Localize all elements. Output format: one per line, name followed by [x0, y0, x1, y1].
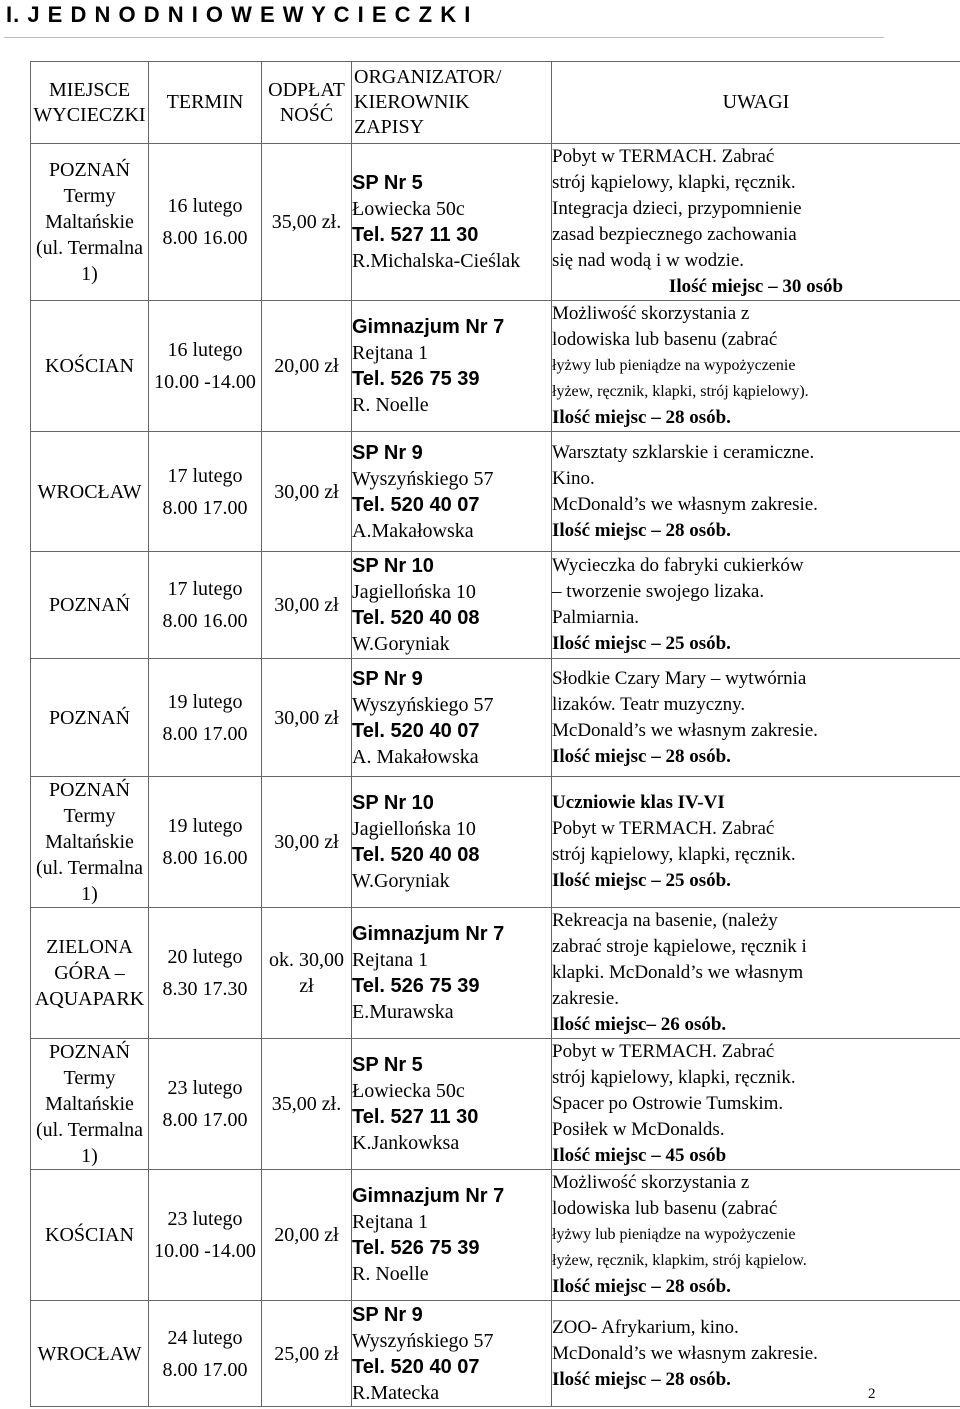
trip-organizer: Gimnazjum Nr 7 Rejtana 1 Tel. 526 75 39 R. Noelle — [352, 301, 552, 432]
page-title: I. J E D N O D N I O W E W Y C I E C Z K I — [6, 2, 472, 27]
header-org: ORGANIZATOR/ KIEROWNIK ZAPISY — [352, 62, 552, 144]
trip-term: 23 lutego 10.00 -14.00 — [149, 1170, 262, 1301]
trip-fee: 20,00 zł — [262, 301, 352, 432]
trip-organizer: SP Nr 9 Wyszyńskiego 57 Tel. 520 40 07 R.Matecka — [352, 1301, 552, 1407]
table-row — [31, 301, 960, 432]
table-row — [31, 659, 960, 777]
trip-notes: Uczniowie klas IV-VI Pobyt w TERMACH. Zabrać strój kąpielowy, klapki, ręcznik. Ilość miejsc – 25 osób. — [552, 777, 960, 908]
trip-organizer: SP Nr 10 Jagiellońska 10 Tel. 520 40 08 W.Goryniak — [352, 552, 552, 659]
header-term: TERMIN — [149, 62, 262, 144]
trip-notes: Słodkie Czary Mary – wytwórnia lizaków. Teatr muzyczny. McDonald’s we własnym zakresie. Ilość miejsc – 28 osób. — [552, 659, 960, 777]
trip-fee: ok. 30,00 zł — [262, 908, 352, 1039]
trip-place: KOŚCIAN — [31, 1170, 149, 1301]
trip-notes: Możliwość skorzystania z lodowiska lub basenu (zabrać łyżwy lub pieniądze na wypożyczenie łyżew, ręcznik, klapki, strój kąpielowy). Ilość miejsc – 28 osób. — [552, 301, 960, 432]
trip-place: POZNAŃ Termy Maltańskie (ul. Termalna 1) — [31, 777, 149, 908]
trip-organizer: SP Nr 5 Łowiecka 50c Tel. 527 11 30 K.Jankowksa — [352, 1039, 552, 1170]
table-row — [31, 1039, 960, 1170]
trip-place: POZNAŃ Termy Maltańskie (ul. Termalna 1) — [31, 144, 149, 301]
trip-place: WROCŁAW — [31, 432, 149, 552]
trip-term: 19 lutego 8.00 17.00 — [149, 659, 262, 777]
table-row — [31, 432, 960, 552]
trip-fee: 35,00 zł. — [262, 144, 352, 301]
table-row — [31, 144, 960, 301]
trip-organizer: SP Nr 10 Jagiellońska 10 Tel. 520 40 08 W.Goryniak — [352, 777, 552, 908]
trip-organizer: Gimnazjum Nr 7 Rejtana 1 Tel. 526 75 39 R. Noelle — [352, 1170, 552, 1301]
trip-notes: Pobyt w TERMACH. Zabrać strój kąpielowy, klapki, ręcznik. Spacer po Ostrowie Tumskim. Posiłek w McDonalds. Ilość miejsc – 45 osób — [552, 1039, 960, 1170]
trip-term: 17 lutego 8.00 16.00 — [149, 552, 262, 659]
trip-fee: 30,00 zł — [262, 659, 352, 777]
title-rule — [4, 37, 884, 38]
trip-fee: 25,00 zł — [262, 1301, 352, 1407]
trip-organizer: Gimnazjum Nr 7 Rejtana 1 Tel. 526 75 39 E.Murawska — [352, 908, 552, 1039]
trip-place: POZNAŃ Termy Maltańskie (ul. Termalna 1) — [31, 1039, 149, 1170]
trip-organizer: SP Nr 9 Wyszyńskiego 57 Tel. 520 40 07 A. Makałowska — [352, 659, 552, 777]
page-number: 2 — [868, 1386, 876, 1402]
trip-fee: 20,00 zł — [262, 1170, 352, 1301]
table-row — [31, 908, 960, 1039]
table-row — [31, 1170, 960, 1301]
trips-table — [30, 61, 960, 1407]
table-row — [31, 552, 960, 659]
trip-place: ZIELONA GÓRA – AQUAPARK — [31, 908, 149, 1039]
trip-place: POZNAŃ — [31, 659, 149, 777]
trip-term: 24 lutego 8.00 17.00 — [149, 1301, 262, 1407]
trip-notes: Wycieczka do fabryki cukierków – tworzenie swojego lizaka. Palmiarnia. Ilość miejsc – 25 osób. — [552, 552, 960, 659]
trip-organizer: SP Nr 9 Wyszyńskiego 57 Tel. 520 40 07 A.Makałowska — [352, 432, 552, 552]
header-notes: UWAGI — [552, 62, 960, 144]
table-row — [31, 1301, 960, 1407]
trip-notes: Rekreacja na basenie, (należy zabrać stroje kąpielowe, ręcznik i klapki. McDonald’s we własnym zakresie. Ilość miejsc– 26 osób. — [552, 908, 960, 1039]
trip-term: 16 lutego 10.00 -14.00 — [149, 301, 262, 432]
trip-fee: 30,00 zł — [262, 432, 352, 552]
trip-term: 16 lutego 8.00 16.00 — [149, 144, 262, 301]
header-row — [31, 62, 960, 144]
trip-term: 23 lutego 8.00 17.00 — [149, 1039, 262, 1170]
trip-place: WROCŁAW — [31, 1301, 149, 1407]
trip-notes: Pobyt w TERMACH. Zabrać strój kąpielowy, klapki, ręcznik. Integracja dzieci, przypomnienie zasad bezpiecznego zachowania się nad wodą i w wodzie. Ilość miejsc – 30 osób — [552, 144, 960, 301]
trip-place: KOŚCIAN — [31, 301, 149, 432]
trip-notes: Warsztaty szklarskie i ceramiczne. Kino. McDonald’s we własnym zakresie. Ilość miejsc – 28 osób. — [552, 432, 960, 552]
trip-fee: 30,00 zł — [262, 777, 352, 908]
trip-term: 19 lutego 8.00 16.00 — [149, 777, 262, 908]
trip-notes: Możliwość skorzystania z lodowiska lub basenu (zabrać łyżwy lub pieniądze na wypożyczenie łyżew, ręcznik, klapkim, strój kąpielow. Ilość miejsc – 28 osób. — [552, 1170, 960, 1301]
trip-term: 17 lutego 8.00 17.00 — [149, 432, 262, 552]
header-place: MIEJSCE WYCIECZKI — [31, 62, 149, 144]
trip-place: POZNAŃ — [31, 552, 149, 659]
table-row — [31, 777, 960, 908]
trip-organizer: SP Nr 5 Łowiecka 50c Tel. 527 11 30 R.Michalska-Cieślak — [352, 144, 552, 301]
trip-term: 20 lutego 8.30 17.30 — [149, 908, 262, 1039]
trip-fee: 30,00 zł — [262, 552, 352, 659]
trip-fee: 35,00 zł. — [262, 1039, 352, 1170]
header-fee: ODPŁAT NOŚĆ — [262, 62, 352, 144]
trip-notes: ZOO- Afrykarium, kino. McDonald’s we własnym zakresie. Ilość miejsc – 28 osób. — [552, 1301, 960, 1407]
